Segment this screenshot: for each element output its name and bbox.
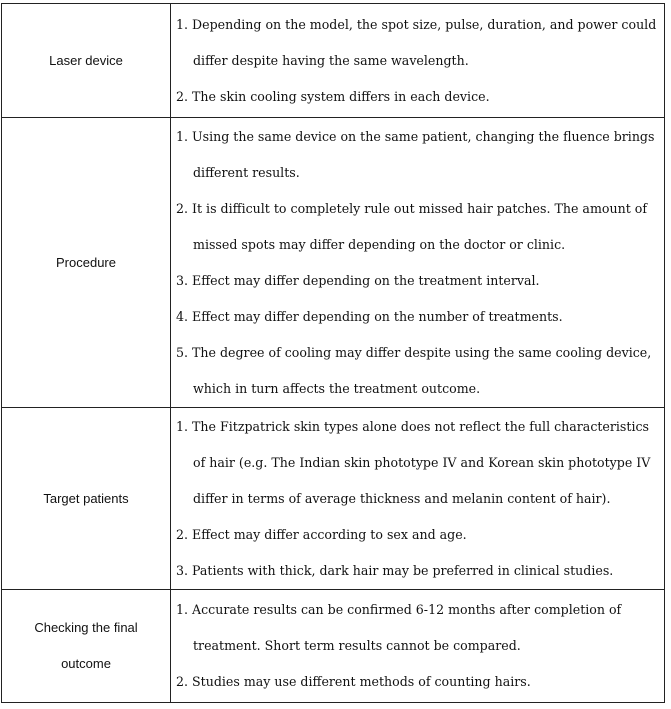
row-content <box>171 408 665 590</box>
table-row-final-outcome <box>2 590 665 703</box>
row-content <box>171 118 665 408</box>
table-row-procedure <box>2 118 665 408</box>
list-item: 2. Effect may differ according to sex and age. <box>176 526 467 542</box>
row-label: Laser device <box>2 4 171 118</box>
list-item: 1. Depending on the model, the spot size, pulse, duration, and power could differ despite having the same wavelength. <box>176 16 657 68</box>
list-item: 2. The skin cooling system differs in each device. <box>176 88 490 104</box>
list-item: 3. Patients with thick, dark hair may be preferred in clinical studies. <box>176 562 614 578</box>
list-item: 4. Effect may differ depending on the number of treatments. <box>176 308 563 324</box>
list-item: 2. Studies may use different methods of counting hairs. <box>176 674 531 689</box>
row-label: Procedure <box>2 118 171 408</box>
row-label: Checking the final outcome <box>2 590 171 703</box>
table-row-laser-device <box>2 4 665 118</box>
list-item: 1. Accurate results can be confirmed 6-12 months after completion of treatment. Short term results cannot be compared. <box>176 602 622 653</box>
list-item: 2. It is difficult to completely rule out missed hair patches. The amount of missed spots may differ depending on the doctor or clinic. <box>176 200 647 252</box>
table-row-target-patients <box>2 408 665 590</box>
list-item: 1. The Fitzpatrick skin types alone does not reflect the full characteristics of hair (e.g. The Indian skin phototype IV and Korean skin phototype IV differ in terms of average thickness and melanin content of hair). <box>176 418 651 506</box>
list-item: 5. The degree of cooling may differ despite using the same cooling device, which in turn affects the treatment outcome. <box>176 344 652 396</box>
row-content <box>171 590 665 703</box>
list-item: 1. Using the same device on the same patient, changing the fluence brings different results. <box>176 128 655 180</box>
factors-table <box>1 3 665 703</box>
row-content <box>171 4 665 118</box>
row-label: Target patients <box>2 408 171 590</box>
list-item: 3. Effect may differ depending on the treatment interval. <box>176 272 540 288</box>
